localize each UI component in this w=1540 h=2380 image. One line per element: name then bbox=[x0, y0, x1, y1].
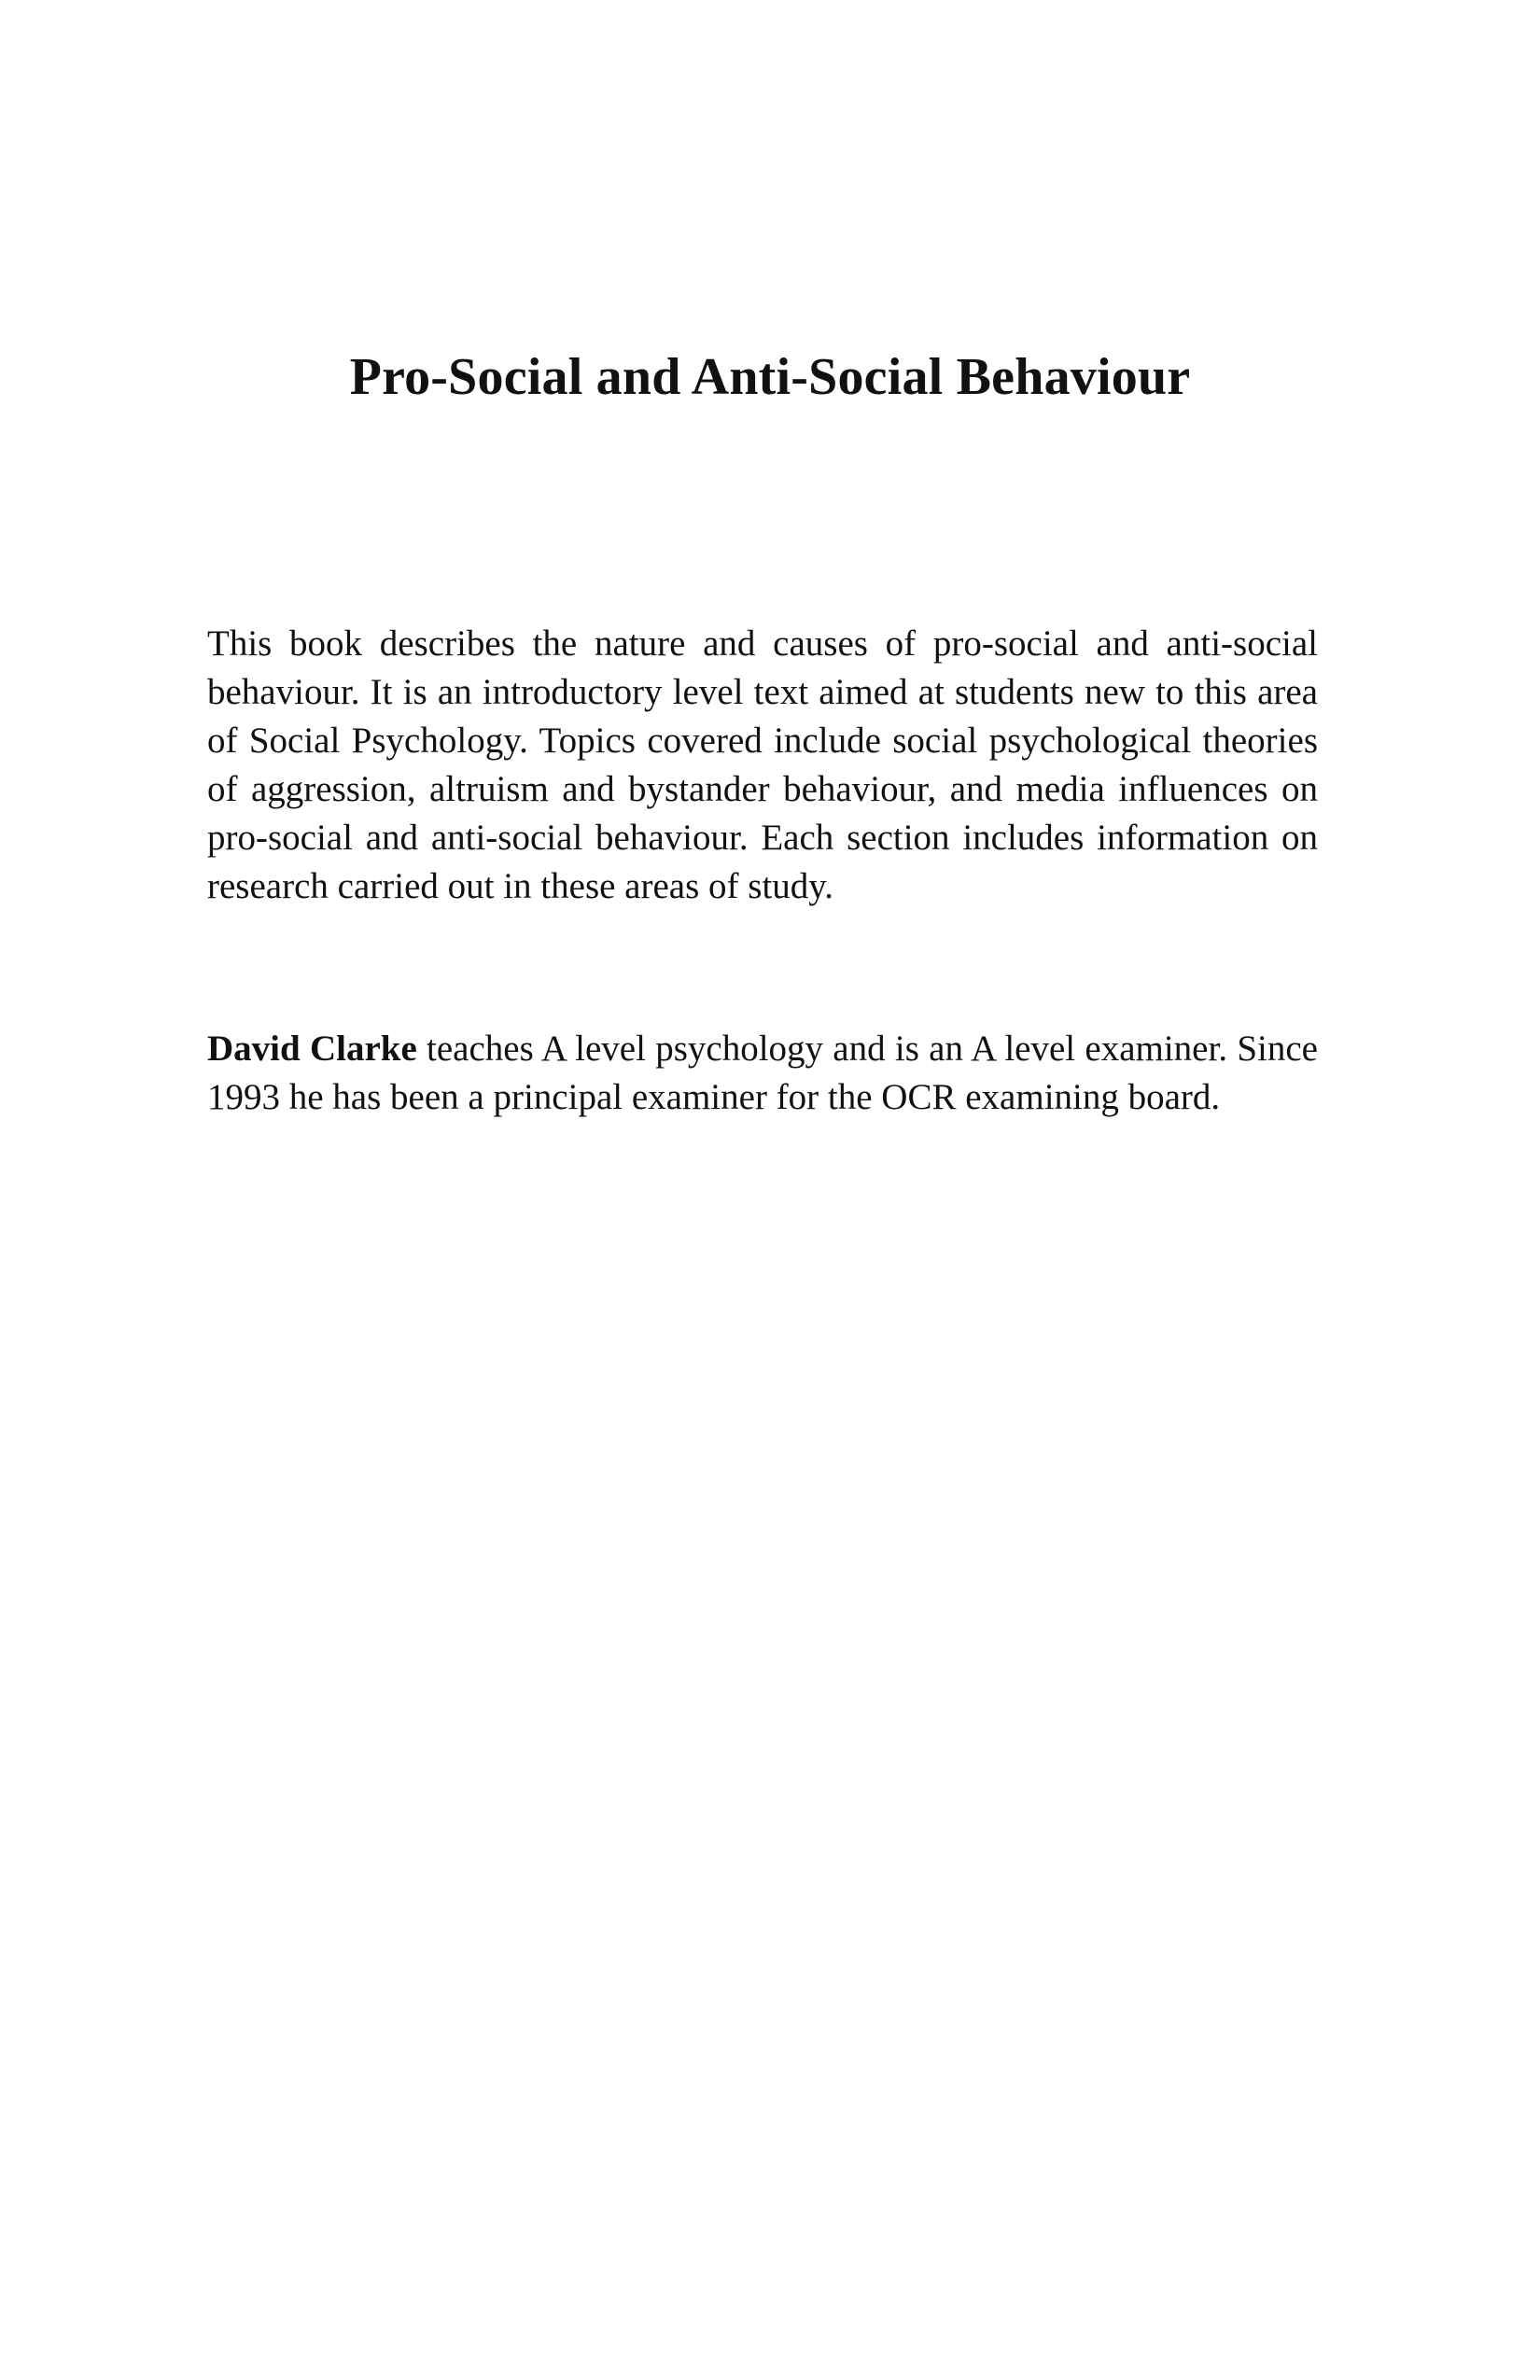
author-name: David Clarke bbox=[207, 1029, 417, 1069]
book-description: This book describes the nature and causes of pro-social and anti-social behaviour. It is an introductory level text aimed at students new to this area of Social Psychology. Topics covered include social psychological theories of aggression, altruism and bystander behaviour, and media influences on pro-social and anti-social behaviour. Each section includes information on research carried out in these areas of study. bbox=[207, 623, 1318, 906]
book-title: Pro-Social and Anti-Social Behaviour bbox=[349, 348, 1191, 406]
author-bio-text: teaches A level psychology and is an A level examiner. Since 1993 he has been a principal examiner for the OCR examining board. bbox=[207, 1029, 1318, 1117]
author-bio-paragraph bbox=[207, 1025, 1318, 1122]
